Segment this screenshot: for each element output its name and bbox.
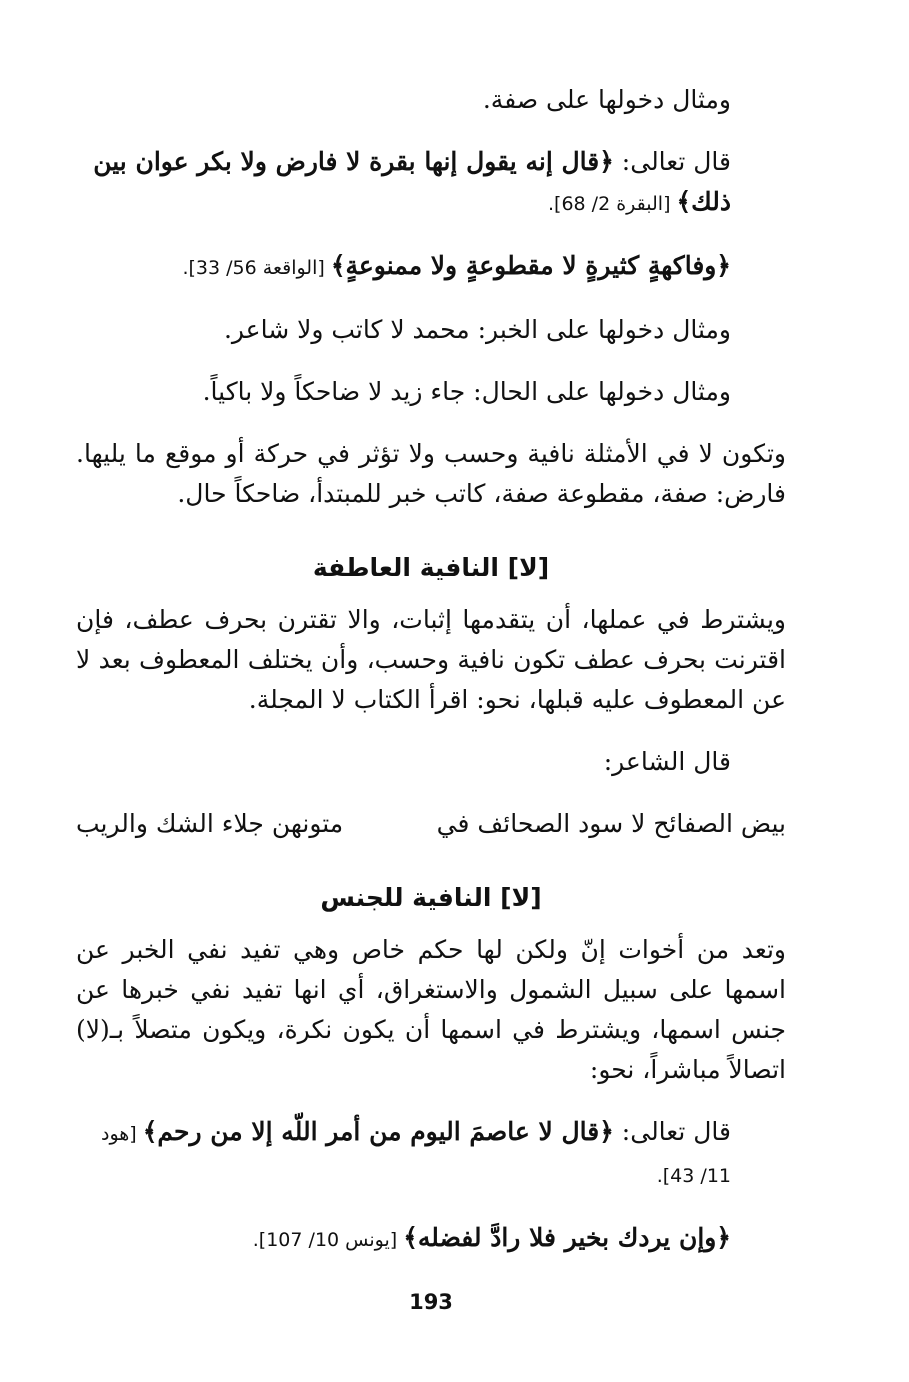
quran-quote: ﴿وفاكهةٍ كثيرةٍ لا مقطوعةٍ ولا ممنوعةٍ﴾ xyxy=(330,251,731,280)
quran-quote: ﴿قال لا عاصمَ اليوم من أمر اللّه إلا من رحم﴾ xyxy=(142,1117,614,1146)
page-number: 193 xyxy=(409,1290,453,1314)
paragraph-adjective-example: ومثال دخولها على صفة. xyxy=(482,85,731,114)
verse-first-hemistich: بيض الصفائح لا سود الصحائف في xyxy=(436,809,786,838)
paragraph-quran-hud xyxy=(76,1112,786,1196)
paragraph-conjunctive-conditions: ويشترط في عملها، أن يتقدمها إثبات، والا تقترن بحرف عطف، فإن اقترنت بحرف عطف تكون نافية وحسب، وأن يختلف المعطوف بعد لا عن المعطوف عليه قبلها، نحو: اقرأ الكتاب لا المجلة. xyxy=(76,605,786,714)
paragraph-state-example: ومثال دخولها على الحال: جاء زيد لا ضاحكاً ولا باكياً. xyxy=(202,377,731,406)
paragraph-quran-waqia xyxy=(76,246,786,288)
quote-intro: قال تعالى: xyxy=(613,1117,731,1146)
verse-second-hemistich: متونهن جلاء الشك والريب xyxy=(76,809,344,838)
quote-intro: قال تعالى: xyxy=(613,147,731,176)
quran-reference: [هود 11/ 43]. xyxy=(101,1123,731,1187)
quran-reference: [الواقعة 56/ 33]. xyxy=(182,257,331,279)
paragraph-predicate-example: ومثال دخولها على الخبر: محمد لا كاتب ولا شاعر. xyxy=(223,315,731,344)
paragraph-poet-intro: قال الشاعر: xyxy=(603,747,731,776)
quran-reference: [البقرة 2/ 68]. xyxy=(548,193,677,215)
section-heading-conjunctive-la: [لا] النافية العاطفة xyxy=(312,553,550,582)
quran-quote: ﴿وإن يردك بخير فلا رادَّ لفضله﴾ xyxy=(403,1223,731,1252)
paragraph-generic-negation-rules: وتعد من أخوات إنّ ولكن لها حكم خاص وهي تفيد نفي الخبر عن اسمها على سبيل الشمول والاستغراق، أي انها تفيد نفي خبرها عن جنس اسمها، ويشترط في اسمها أن يكون نكرة، ويكون متصلاً بـ(لا) اتصالاً مباشراً، نحو: xyxy=(76,935,786,1084)
paragraph-quran-yunus xyxy=(76,1218,786,1260)
paragraph-quran-baqara xyxy=(76,142,786,224)
section-heading-generic-negation-la: [لا] النافية للجنس xyxy=(320,883,542,912)
paragraph-explanation: وتكون لا في الأمثلة نافية وحسب ولا تؤثر في حركة أو موقع ما يليها. فارض: صفة، مقطوعة صفة، كاتب خبر للمبتدأ، ضاحكاً حال. xyxy=(76,439,786,508)
page-body xyxy=(76,80,786,1322)
poetry-verse xyxy=(76,804,786,844)
quran-quote: ﴿قال إنه يقول إنها بقرة لا فارض ولا بكر عوان بين ذلك﴾ xyxy=(93,147,731,216)
quran-reference: [يونس 10/ 107]. xyxy=(252,1229,404,1251)
